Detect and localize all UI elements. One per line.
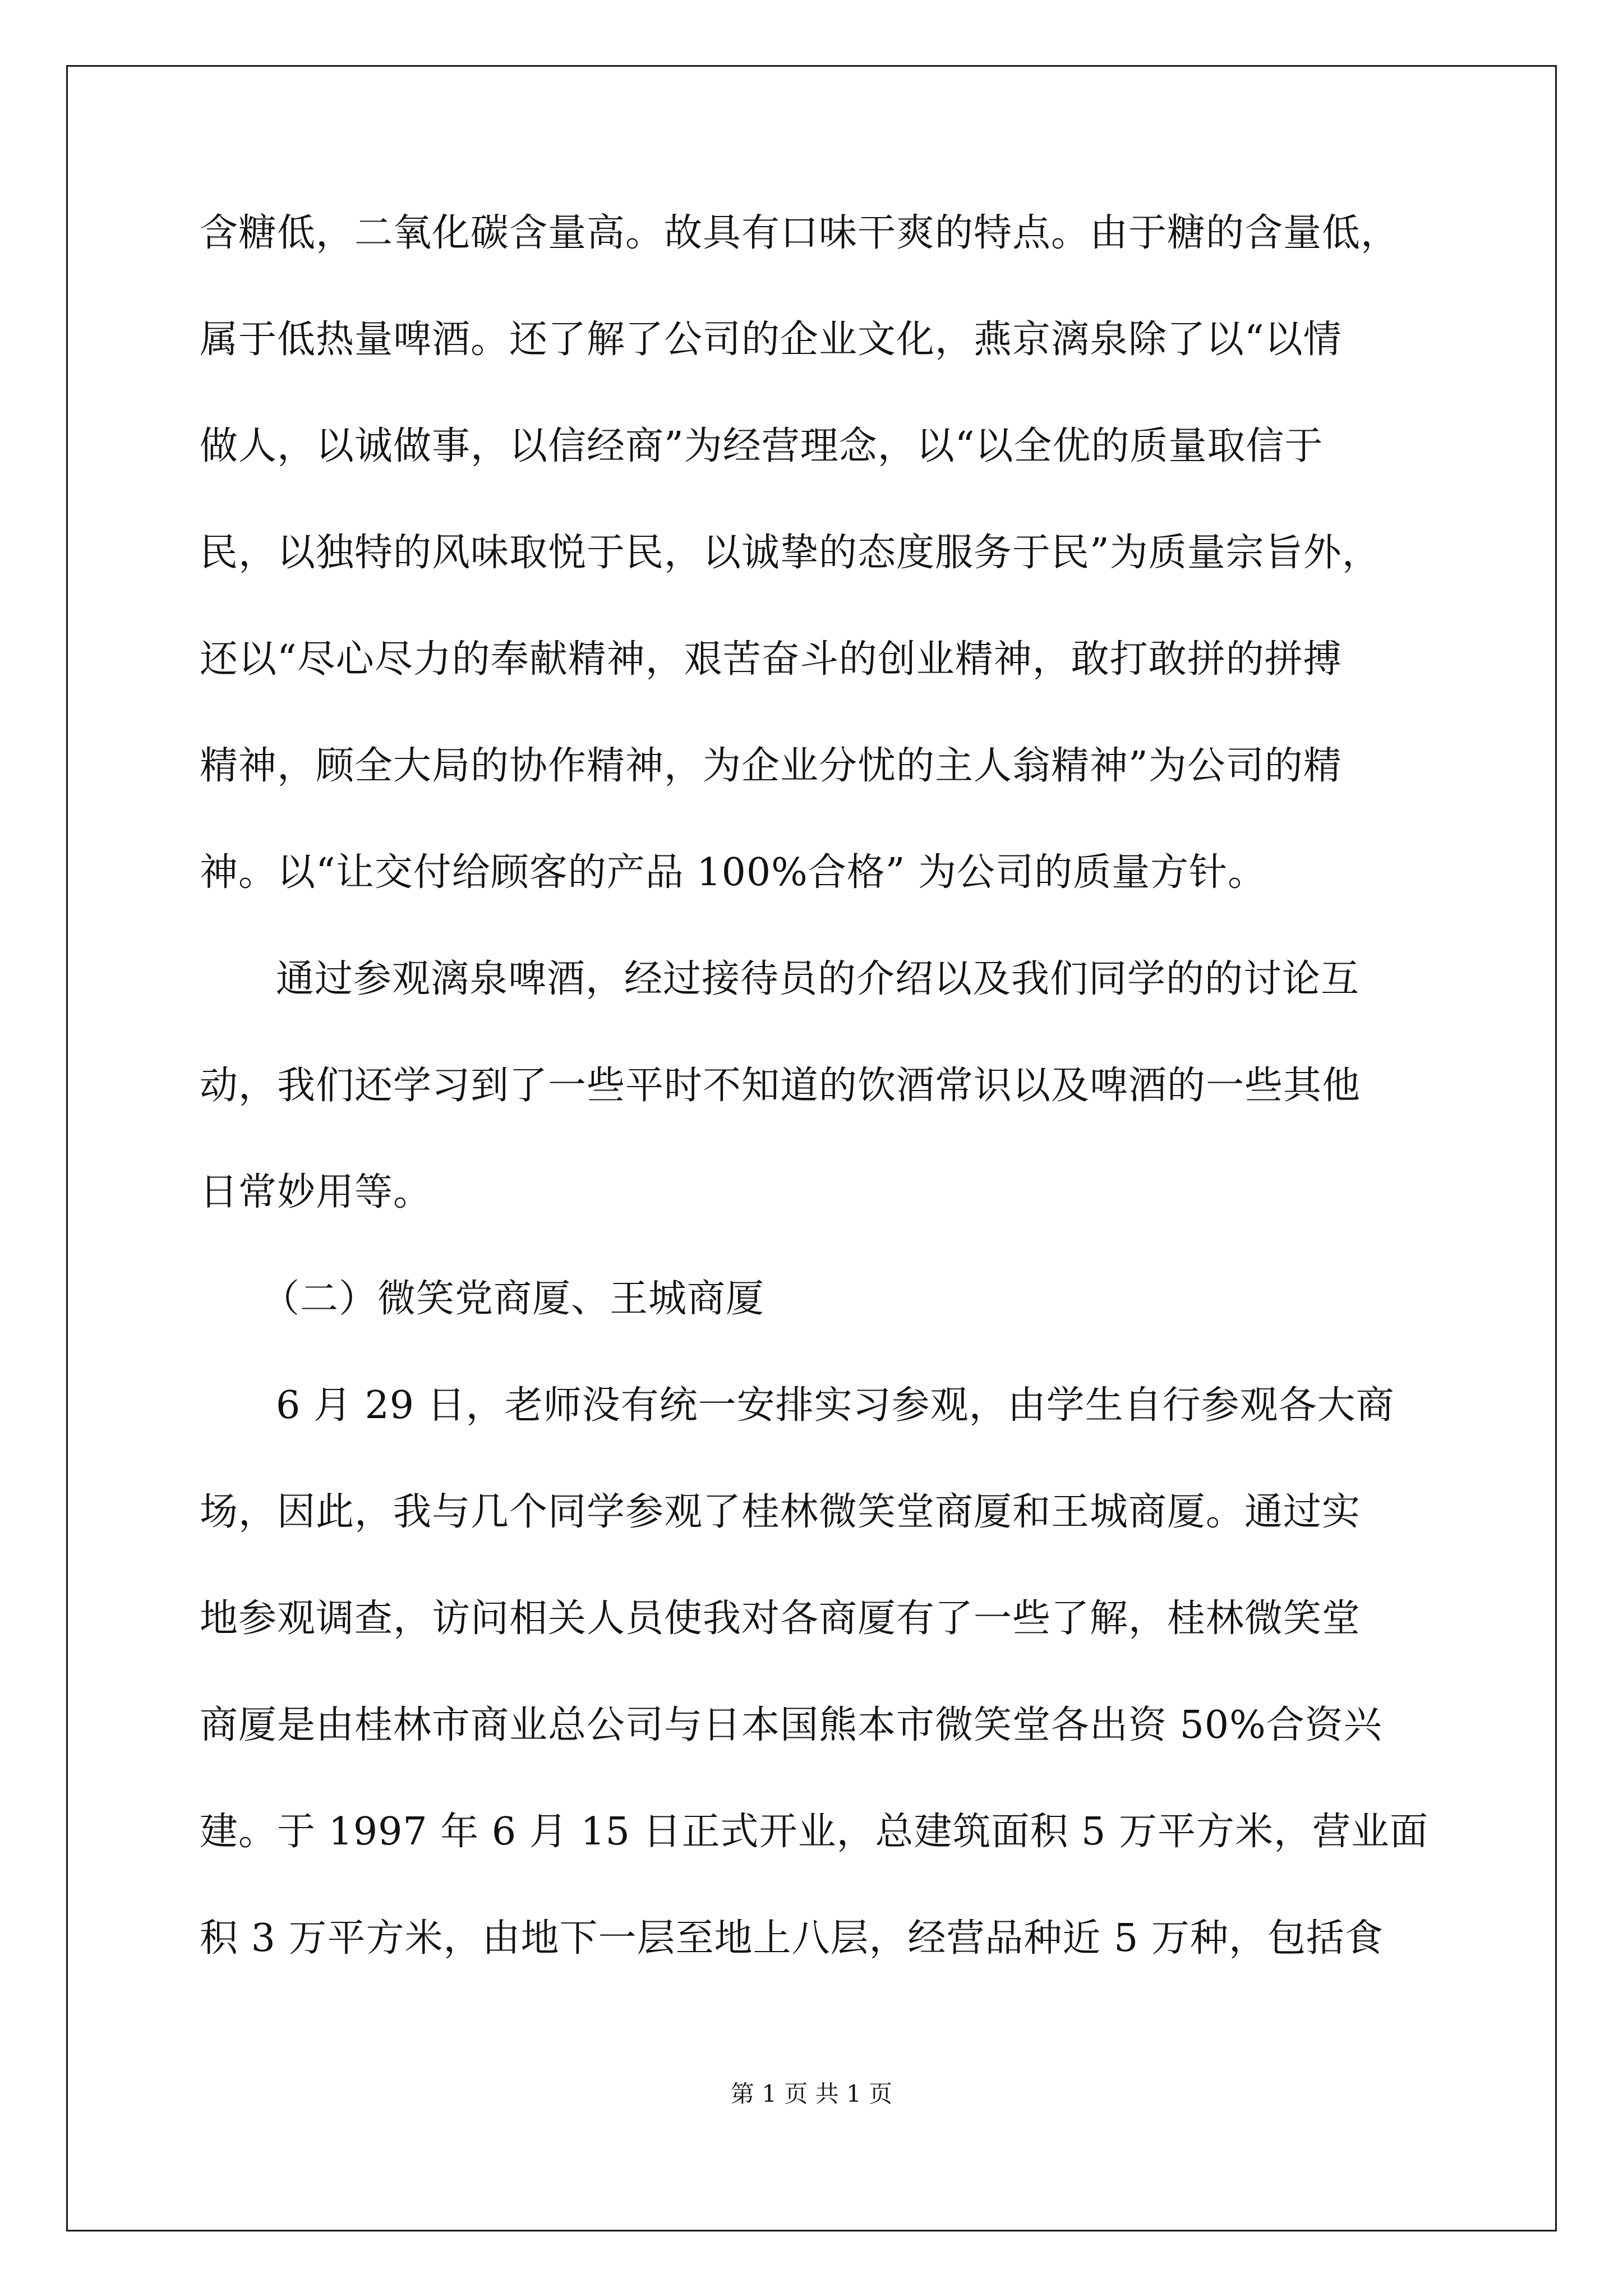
paragraph-first-line: 6 月 29 日，老师没有统一安排实习参观，由学生自行参观各大商 <box>276 1383 1395 1428</box>
text-line: 动，我们还学习到了一些平时不知道的饮酒常识以及啤酒的一些其他 <box>200 1064 1361 1108</box>
text-line: 商厦是由桂林市商业总公司与日本国熊本市微笑堂各出资 50%合资兴 <box>200 1703 1382 1747</box>
text-line: 含糖低，二氧化碳含量高。故具有口味干爽的特点。由于糖的含量低， <box>200 211 1400 255</box>
text-line: 属于低热量啤酒。还了解了公司的企业文化，燕京漓泉除了以“以情 <box>200 318 1342 362</box>
text-line: 神。以“让交付给顾客的产品 100%合格” 为公司的质量方针。 <box>200 850 1267 895</box>
text-line: 场，因此，我与几个同学参观了桂林微笑堂商厦和王城商厦。通过实 <box>200 1490 1361 1534</box>
paragraph-first-line: 通过参观漓泉啤酒，经过接待员的介绍以及我们同学的的讨论互 <box>276 957 1360 1001</box>
text-line: 民，以独特的风味取悦于民，以诚挚的态度服务于民”为质量宗旨外， <box>200 531 1381 575</box>
text-line: 精神，顾全大局的协作精神，为企业分忧的主人翁精神”为公司的精 <box>200 744 1342 788</box>
section-heading: （二）微笑党商厦、王城商厦 <box>261 1277 765 1321</box>
document-body <box>200 203 1433 2014</box>
text-line: 日常妙用等。 <box>200 1170 432 1214</box>
text-line: 还以“尽心尽力的奉献精神，艰苦奋斗的创业精神，敢打敢拼的拼搏 <box>200 637 1342 682</box>
text-line: 地参观调查，访问相关人员使我对各商厦有了一些了解，桂林微笑堂 <box>200 1596 1361 1641</box>
text-line: 建。于 1997 年 6 月 15 日正式开业，总建筑面积 5 万平方米，营业面 <box>200 1810 1429 1854</box>
text-line: 做人，以诚做事，以信经商”为经营理念，以“以全优的质量取信于 <box>200 424 1324 468</box>
text-line: 积 3 万平方米，由地下一层至地上八层，经营品种近 5 万种，包括食 <box>200 1916 1384 1961</box>
page-footer: 第 1 页 共 1 页 <box>730 2080 893 2108</box>
